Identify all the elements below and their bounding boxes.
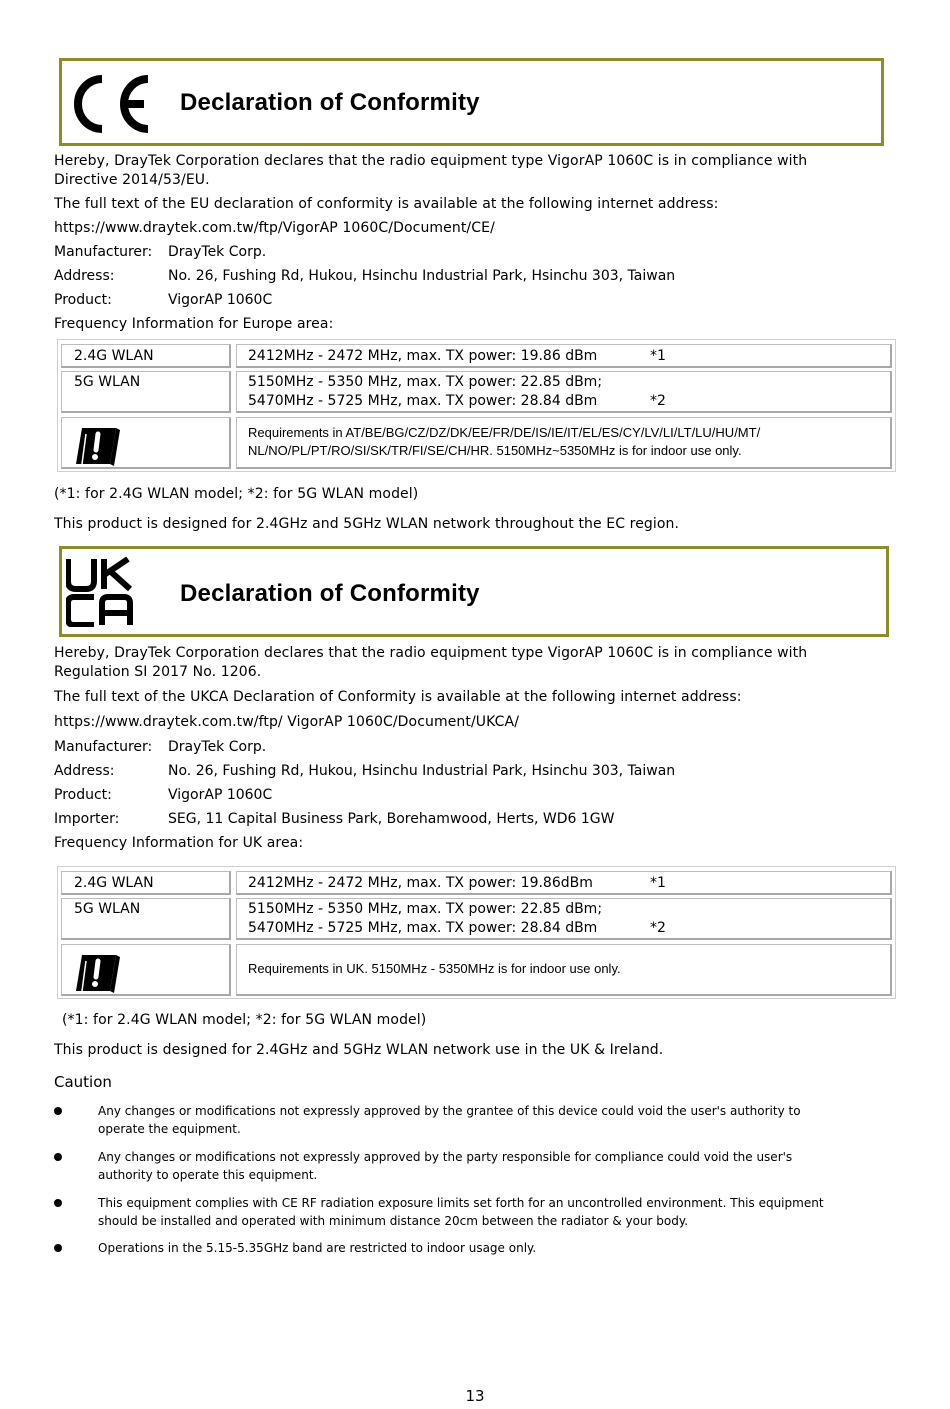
read-manual-warning-icon [72,424,122,468]
ukca-row1-band-cell [61,871,231,895]
ukca-mark-icon [66,557,136,627]
ce-row3-req-line-2: NL/NO/PL/PT/RO/SI/SK/TR/FI/SE/CH/HR. 5150MHz~5350MHz is for indoor use only. [248,443,742,458]
ce-footnote: (*1: for 2.4G WLAN model; *2: for 5G WLAN model) [54,486,419,502]
ukca-declaration-line-1: Hereby, DrayTek Corporation declares that the radio equipment type VigorAP 1060C is in compliance with [54,645,808,661]
ce-row2-spec-line-2: 5470MHz - 5725 MHz, max. TX power: 28.84 dBm [248,393,598,409]
ce-row2-band-cell [61,371,231,413]
ce-manufacturer-label: Manufacturer: [54,244,153,260]
ukca-row2-band-cell [61,898,231,940]
ce-row2-band: 5G WLAN [74,374,141,390]
ukca-row2-spec-cell [236,898,892,940]
ce-address-value: No. 26, Fushing Rd, Hukou, Hsinchu Industrial Park, Hsinchu 303, Taiwan [168,268,676,284]
ce-frequency-heading: Frequency Information for Europe area: [54,316,334,332]
ukca-row2-spec-line-2: 5470MHz - 5725 MHz, max. TX power: 28.84 dBm [248,920,598,936]
ce-row3-req-line-1: Requirements in AT/BE/BG/CZ/DZ/DK/EE/FR/DE/IS/IE/IT/EL/ES/CY/LV/LI/LT/LU/HU/MT/ [248,425,761,440]
caution-bullet-4 [54,1244,62,1252]
ukca-row1-spec-cell [236,871,892,895]
caution-item-3-line-1: This equipment complies with CE RF radiation exposure limits set forth for an uncontrolled environment. This equipment [98,1196,824,1210]
caution-item-3 [98,1195,898,1230]
ukca-product-value: VigorAP 1060C [168,787,273,803]
ukca-declaration-title: Declaration of Conformity [180,580,480,607]
caution-item-1 [98,1103,898,1138]
ukca-product-label: Product: [54,787,112,803]
ukca-row1-spec: 2412MHz - 2472 MHz, max. TX power: 19.86dBm [248,875,593,891]
ce-row3-req-cell [236,417,892,469]
ukca-declaration-line-2: Regulation SI 2017 No. 1206. [54,664,262,680]
ukca-row2-note: *2 [650,920,666,936]
ce-declaration-title: Declaration of Conformity [180,89,480,116]
ukca-row2-band: 5G WLAN [74,901,141,917]
caution-bullet-1 [54,1107,62,1115]
ukca-row2-spec-line-1: 5150MHz - 5350 MHz, max. TX power: 22.85 dBm; [248,901,603,917]
ce-row3-icon-cell [61,417,231,469]
ce-url: https://www.draytek.com.tw/ftp/VigorAP 1060C/Document/CE/ [54,220,495,236]
caution-item-4-line-1: Operations in the 5.15-5.35GHz band are restricted to indoor usage only. [98,1241,537,1255]
ce-row2-spec-line-1: 5150MHz - 5350 MHz, max. TX power: 22.85 dBm; [248,374,603,390]
ce-address-label: Address: [54,268,115,284]
ce-product-value: VigorAP 1060C [168,292,273,308]
ce-declaration-header [59,58,884,146]
ce-row2-note: *2 [650,393,666,409]
ukca-manufacturer-value: DrayTek Corp. [168,739,267,755]
caution-bullet-3 [54,1199,62,1207]
ukca-design-statement: This product is designed for 2.4GHz and 5GHz WLAN network use in the UK & Ireland. [54,1042,664,1058]
caution-item-4 [98,1240,898,1258]
ce-full-text-line: The full text of the EU declaration of conformity is available at the following internet address: [54,196,719,212]
caution-item-1-line-2: operate the equipment. [98,1121,241,1136]
ce-row1-spec-cell [236,344,892,368]
ce-row1-note: *1 [650,348,666,364]
ukca-manufacturer-label: Manufacturer: [54,739,153,755]
ukca-footnote: (*1: for 2.4G WLAN model; *2: for 5G WLAN model) [62,1012,427,1028]
ukca-row3-icon-cell [61,944,231,996]
caution-bullet-2 [54,1153,62,1161]
ce-row1-band-cell [61,344,231,368]
ce-frequency-table [57,339,896,472]
ukca-full-text-line: The full text of the UKCA Declaration of Conformity is available at the following internet address: [54,689,742,705]
ukca-frequency-heading: Frequency Information for UK area: [54,835,304,851]
ukca-row3-req-cell [236,944,892,996]
caution-item-2-line-1: Any changes or modifications not expressly approved by the party responsible for compliance could void the user's [98,1150,793,1164]
ce-declaration-line-1: Hereby, DrayTek Corporation declares that the radio equipment type VigorAP 1060C is in compliance with [54,153,808,169]
ce-row1-band: 2.4G WLAN [74,348,154,364]
ukca-row1-note: *1 [650,875,666,891]
ukca-declaration-header [59,546,889,637]
ukca-address-label: Address: [54,763,115,779]
page-number: 13 [465,1387,485,1405]
ukca-url: https://www.draytek.com.tw/ftp/ VigorAP 1060C/Document/UKCA/ [54,714,520,730]
caution-title: Caution [54,1073,112,1091]
read-manual-warning-icon [72,951,122,995]
ukca-importer-value: SEG, 11 Capital Business Park, Borehamwood, Herts, WD6 1GW [168,811,615,827]
ce-declaration-line-2: Directive 2014/53/EU. [54,172,210,188]
ukca-address-value: No. 26, Fushing Rd, Hukou, Hsinchu Industrial Park, Hsinchu 303, Taiwan [168,763,676,779]
ukca-importer-label: Importer: [54,811,120,827]
ukca-frequency-table [57,866,896,999]
caution-item-2 [98,1149,898,1184]
ukca-row1-band: 2.4G WLAN [74,875,154,891]
ce-row2-spec-cell [236,371,892,413]
caution-item-1-line-1: Any changes or modifications not expressly approved by the grantee of this device could void the user's authority to [98,1104,801,1118]
caution-item-2-line-2: authority to operate this equipment. [98,1167,318,1182]
ce-mark-icon [72,75,152,133]
ce-design-statement: This product is designed for 2.4GHz and 5GHz WLAN network throughout the EC region. [54,516,680,532]
ce-manufacturer-value: DrayTek Corp. [168,244,267,260]
ce-row1-spec: 2412MHz - 2472 MHz, max. TX power: 19.86 dBm [248,348,598,364]
caution-item-3-line-2: should be installed and operated with minimum distance 20cm between the radiator & your body. [98,1213,689,1228]
ce-product-label: Product: [54,292,112,308]
ukca-row3-req-line-1: Requirements in UK. 5150MHz - 5350MHz is for indoor use only. [248,961,621,976]
